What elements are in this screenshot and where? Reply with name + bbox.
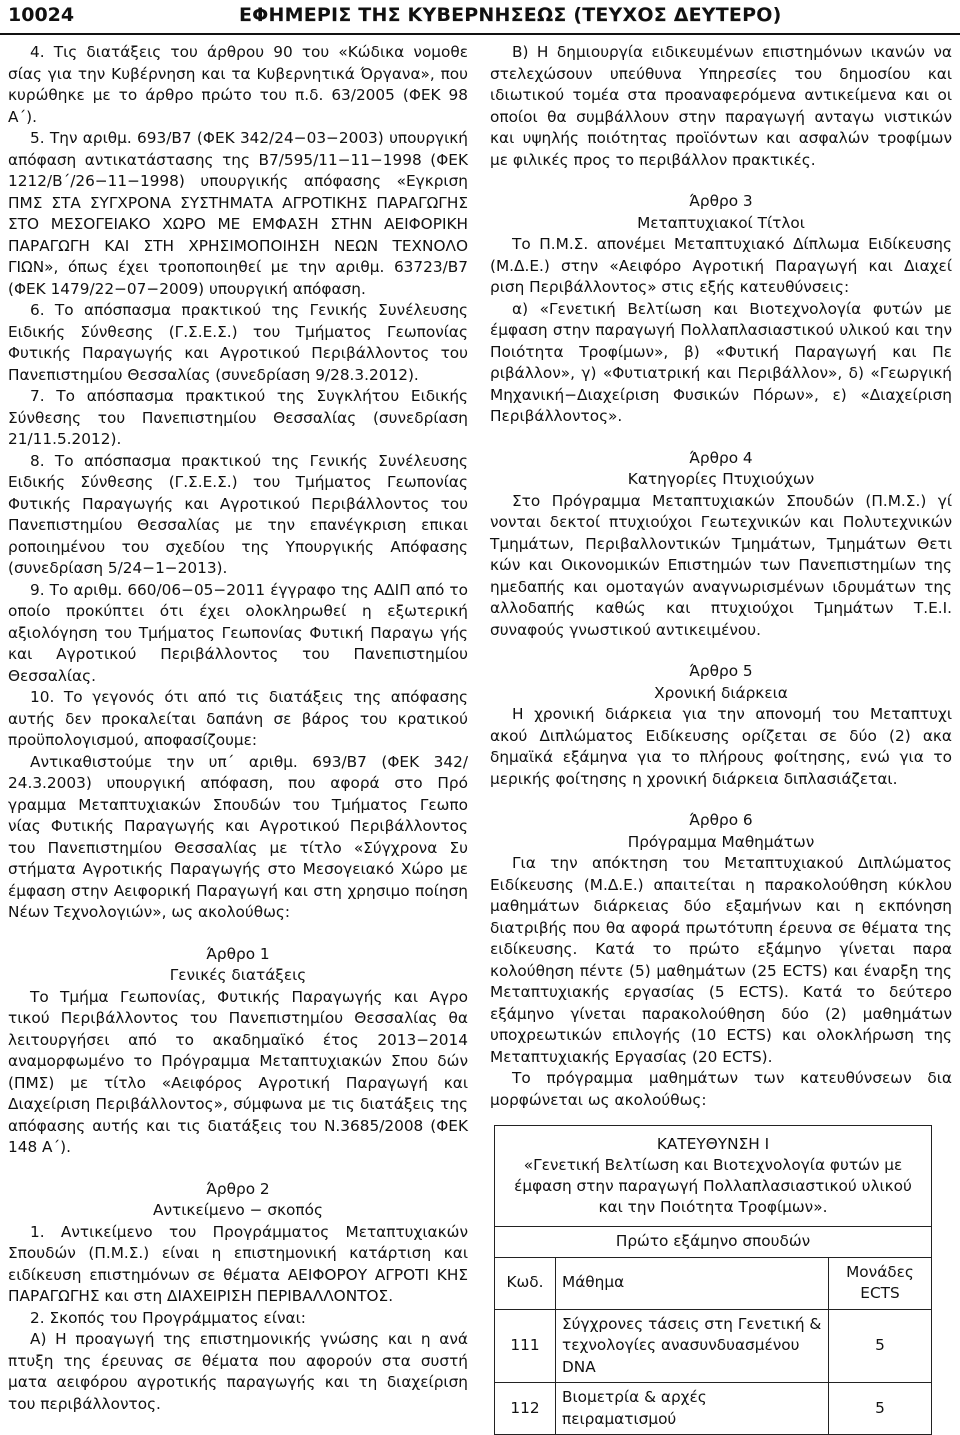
course-box-header bbox=[495, 1126, 931, 1227]
article-1-subtitle: Γενικές διατάξεις bbox=[169, 966, 307, 984]
course-code: 112 bbox=[495, 1383, 556, 1435]
page-header bbox=[0, 0, 960, 36]
article-6-title: Άρθρο 6 bbox=[689, 811, 753, 829]
paragraph: 10. Το γεγονός ότι από τις διατάξεις της απόφασης αυτής δεν προκαλείται δαπάνη σε βάρος του κρατικού προϋπολογισμού, αποφασίζουμε: bbox=[8, 688, 468, 749]
paragraph: 9. Το αριθμ. 660/06−05−2011 έγγραφο της ΑΔΙΠ από το οποίο προκύπτει ότι έχει ολοκληρωθεί η εξωτερική αξιολόγηση του Τμήματος Γεωπονίας Φυτική Παραγω γής και Αγροτικού Περιβάλλοντος του Πανεπιστημίου Θεσσαλίας. bbox=[8, 580, 468, 685]
left-column bbox=[8, 42, 468, 1415]
article-6-subtitle: Πρόγραμμα Μαθημάτων bbox=[627, 832, 815, 851]
course-code: 111 bbox=[495, 1309, 556, 1383]
course-box bbox=[494, 1125, 932, 1435]
paragraph: 6. Το απόσπασμα πρακτικού της Γενικής Συνέλευσης Ειδικής Σύνθεσης (Γ.Σ.Ε.Σ.) του Τμήματος Γεωπονίας Φυτικής Παραγωγής και Αγροτικού Περιβάλλοντος του Πανεπιστημίου Θεσσαλίας (συνεδρίαση 9/28.3.2012). bbox=[8, 301, 468, 384]
gazette-title: ΕΦΗΜΕΡΙΣ ΤΗΣ ΚΥΒΕΡΝΗΣΕΩΣ (ΤΕΥΧΟΣ ΔΕΥΤΕΡΟ) bbox=[239, 4, 782, 26]
direction-title: ΚΑΤΕΥΘΥΝΣΗ Ι bbox=[656, 1135, 770, 1153]
course-ects: 5 bbox=[829, 1383, 932, 1435]
article-3-subtitle: Μεταπτυχιακοί Τίτλοι bbox=[637, 213, 805, 232]
paragraph: 5. Την αριθμ. 693/Β7 (ΦΕΚ 342/24−03−2003) υπουργική απόφαση αντικατάστασης της Β7/595/11−11−1998 (ΦΕΚ 1212/Β΄/26−11−1998) υπουργικής απόφασης «Εγκριση ΠΜΣ ΣΤΑ ΣΥΓΧΡΟΝΑ ΣΥΣΤΗΜΑΤΑ ΑΓΡΟΤΙΚΗΣ ΠΑΡΑΓΩΓΗΣ ΣΤΟ ΜΕΣΟΓΕΙΑΚΟ ΧΩΡΟ ΜΕ ΕΜΦΑΣΗ ΣΤΗΝ ΑΕΙΦΟΡΙΚΗ ΠΑΡΑΓΩΓΗ ΚΑΙ ΣΤΗ ΧΡΗΣΙΜΟΠΟΙΗΣΗ ΝΕΩΝ ΤΕΧΝΟΛΟ ΓΙΩΝ», όπως έχει τροποποιηθεί με την αριθμ. 63723/Β7 (ΦΕΚ 1479/22−07−2009) υπουργική απόφαση. bbox=[8, 129, 468, 298]
article-5-title: Άρθρο 5 bbox=[689, 662, 753, 680]
paragraph: 1. Αντικείμενο του Προγράμματος Μεταπτυχιακών Σπουδών (Π.Μ.Σ.) είναι η επιστημονική κατάρτιση και ειδίκευση επιστημόνων σε θέματα ΑΕΙΦΟΡΟΥ ΑΓΡΟΤΙ ΚΗΣ ΠΑΡΑΓΩΓΗΣ και στη ΔΙΑΧΕΙΡΙΣΗ ΠΕΡΙΒΑΛΛΟΝΤΟΣ. bbox=[8, 1222, 468, 1305]
paragraph: Στο Πρόγραμμα Μεταπτυχιακών Σπουδών (Π.Μ.Σ.) γί νονται δεκτοί πτυχιούχοι Γεωτεχνικών και Πολυτεχνικών Τμημάτων, Περιβαλλοντικών Τμημάτων, Τμημάτων Θετι κών και Οικονομικών Επιστημών των Πανεπιστημίων της ημεδαπής και ομοταγών αναγνωρισμένων ιδρυμάτων της αλλοδαπής καθώς και πτυχιούχοι Τμημάτων Τ.Ε.Ι. συναφούς γνωστικού αντικειμένου. bbox=[490, 491, 952, 639]
direction-subtitle: «Γενετική Βελτίωση και Βιοτεχνολογία φυτών με έμφαση στην παραγωγή Πολλαπλασιαστικού υλικού και την Ποιότητα Τροφίμων». bbox=[514, 1156, 912, 1216]
article-2-title: Άρθρο 2 bbox=[206, 1179, 270, 1198]
article-4-title: Άρθρο 4 bbox=[689, 448, 753, 467]
table-row bbox=[495, 1309, 931, 1383]
semester-label: Πρώτο εξάμηνο σπουδών bbox=[615, 1232, 811, 1250]
course-name: Σύγχρονες τάσεις στη Γενετική & τεχνολογίες ανασυνδυασμένου DNA bbox=[556, 1309, 829, 1383]
course-ects: 5 bbox=[829, 1309, 932, 1383]
course-name: Βιομετρία & αρχές πειραματισμού bbox=[556, 1383, 829, 1435]
header-ects: Μονάδες ECTS bbox=[829, 1257, 932, 1309]
article-5-subtitle: Χρονική διάρκεια bbox=[654, 683, 788, 702]
paragraph: Η χρονική διάρκεια για την απονομή του Μεταπτυχι ακού Διπλώματος Ειδίκευσης ορίζεται σε δύο (2) ακα δημαϊκά εξάμηνα για το πλήρους φοίτησης, ενώ για το μερικής φοίτησης η χρονική διάρκεια διπλασιάζεται. bbox=[490, 705, 952, 788]
paragraph: Α) Η προαγωγή της επιστημονικής γνώσης και η ανά πτυξη της έρευνας σε θέματα που αφορούν στα συστή ματα αειφόρου αγροτικής παραγωγής και τη διαχείριση του περιβάλλοντος. bbox=[8, 1330, 468, 1413]
paragraph: Το Π.Μ.Σ. απονέμει Μεταπτυχιακό Δίπλωμα Ειδίκευσης (Μ.Δ.Ε.) στην «Αειφόρο Αγροτική Παραγωγή και Διαχεί ριση Περιβάλλοντος» στις εξής κατευθύνσεις: bbox=[490, 235, 952, 296]
page-number: 10024 bbox=[8, 4, 75, 26]
header-course: Μάθημα bbox=[556, 1257, 829, 1309]
paragraph: Το πρόγραμμα μαθημάτων των κατευθύνσεων δια μορφώνεται ως ακολούθως: bbox=[490, 1069, 952, 1109]
table-row bbox=[495, 1383, 931, 1435]
paragraph: Αντικαθιστούμε την υπ΄ αριθμ. 693/Β7 (ΦΕΚ 342/ 24.3.2003) υπουργική απόφαση, που αφορά στο Πρό γραμμα Μεταπτυχιακών Σπουδών του Τμήματος Γεωπο νίας Φυτικής Παραγωγής και Αγροτικού Περιβάλλοντος του Πανεπιστημίου Θεσσαλίας με τίτλο «Σύγχρονα Συ στήματα Αγροτικής Παραγωγής στο Μεσογειακό Χώρο με έμφαση στην Αειφορική Παραγωγή και στη χρησιμο ποίηση Νέων Τεχνολογιών», ως ακολούθως: bbox=[8, 752, 468, 921]
header-rule bbox=[0, 33, 960, 35]
paragraph: α) «Γενετική Βελτίωση και Βιοτεχνολογία φυτών με έμφαση στην παραγωγή Πολλαπλασιαστικού υλικού και την Ποιότητα Τροφίμων», β) «Φυτική Παραγωγή και Πε ριβάλλον», γ) «Φυτιατρική και Περιβάλλον», δ) «Γεωργική Μηχανική−Διαχείριση Φυσικών Πόρων», ε) «Διαχείριση Περιβάλλοντος». bbox=[490, 299, 952, 425]
article-1-title: Άρθρο 1 bbox=[206, 944, 270, 963]
article-2-subtitle: Αντικείμενο − σκοπός bbox=[153, 1201, 323, 1219]
right-column bbox=[490, 42, 952, 1435]
paragraph: 2. Σκοπός του Προγράμματος είναι: bbox=[30, 1308, 306, 1327]
paragraph: Β) Η δημιουργία ειδικευμένων επιστημόνων ικανών να στελεχώσουν υπεύθυνα Υπηρεσίες του δημοσίου και ιδιωτικού τομέα στα προαναφερόμενα αντικείμενα και οι οποίοι θα συμβάλλουν στην παραγωγή ανταγω νιστικών και υψηλής ποιότητας προϊόντων και ασφαλών τροφίμων με φιλικές προς το περιβάλλον πρακτικές. bbox=[490, 43, 952, 169]
paragraph: 7. Το απόσπασμα πρακτικού της Συγκλήτου Ειδικής Σύνθεσης του Πανεπιστημίου Θεσσαλίας (συνεδρίαση 21/11.5.2012). bbox=[8, 387, 468, 448]
course-table bbox=[495, 1227, 931, 1434]
header-code: Κωδ. bbox=[495, 1257, 556, 1309]
article-4-subtitle: Κατηγορίες Πτυχιούχων bbox=[627, 470, 815, 488]
paragraph: 8. Το απόσπασμα πρακτικού της Γενικής Συνέλευσης Ειδικής Σύνθεσης (Γ.Σ.Ε.Σ.) του Τμήματος Γεωπονίας Φυτικής Παραγωγής και Αγροτικού Περιβάλλοντος του Πανεπιστημίου Θεσσαλίας με την επανέγκριση επικαι ροποιημένου του σχεδίου της Υπουργικής Απόφασης (συνεδρίαση 5/24−1−2013). bbox=[8, 451, 468, 577]
paragraph: 4. Τις διατάξεις του άρθρου 90 του «Κώδικα νομοθε σίας για την Κυβέρνηση και τα Κυβερνητικά Όργανα», που κυρώθηκε με το άρθρο πρώτο του π.δ. 63/2005 (ΦΕΚ 98 Α΄). bbox=[8, 43, 468, 126]
paragraph: Το Τμήμα Γεωπονίας, Φυτικής Παραγωγής και Αγρο τικού Περιβάλλοντος του Πανεπιστημίου Θεσσαλίας θα λειτουργήσει από το ακαδημαϊκό έτος 2013−2014 αναμορφωμένο το Πρόγραμμα Μεταπτυχιακών Σπου δών (ΠΜΣ) με τίτλο «Αειφόρος Αγροτική Παραγωγή και Διαχείριση Περιβάλλοντος», σύμφωνα με τις διατάξεις της απόφασης αυτής και τις διατάξεις του Ν.3685/2008 (ΦΕΚ 148 Α΄). bbox=[8, 987, 468, 1156]
article-3-title: Άρθρο 3 bbox=[689, 192, 753, 210]
table-header-row bbox=[495, 1257, 931, 1309]
paragraph: Για την απόκτηση του Μεταπτυχιακού Διπλώματος Ειδίκευσης (Μ.Δ.Ε.) απαιτείται η παρακολούθηση κύκλου μαθημάτων διάρκειας δύο εξαμήνων και η εκπόνηση διατριβής που θα αφορά πρωτότυπη έρευνα σε θέματα της ειδίκευσης. Κατά το πρώτο εξάμηνο γίνεται παρα κολούθηση πέντε (5) μαθημάτων (25 ECTS) και έναρξη της Μεταπτυχιακής εργασίας (5 ECTS). Κατά το δεύτερο εξάμηνο γίνεται παρακολούθηση δύο (2) μαθημάτων υποχρεωτικών επιλογής (10 ECTS) και ολοκλήρωση της Μεταπτυχιακής Εργασίας (20 ECTS). bbox=[490, 854, 952, 1066]
